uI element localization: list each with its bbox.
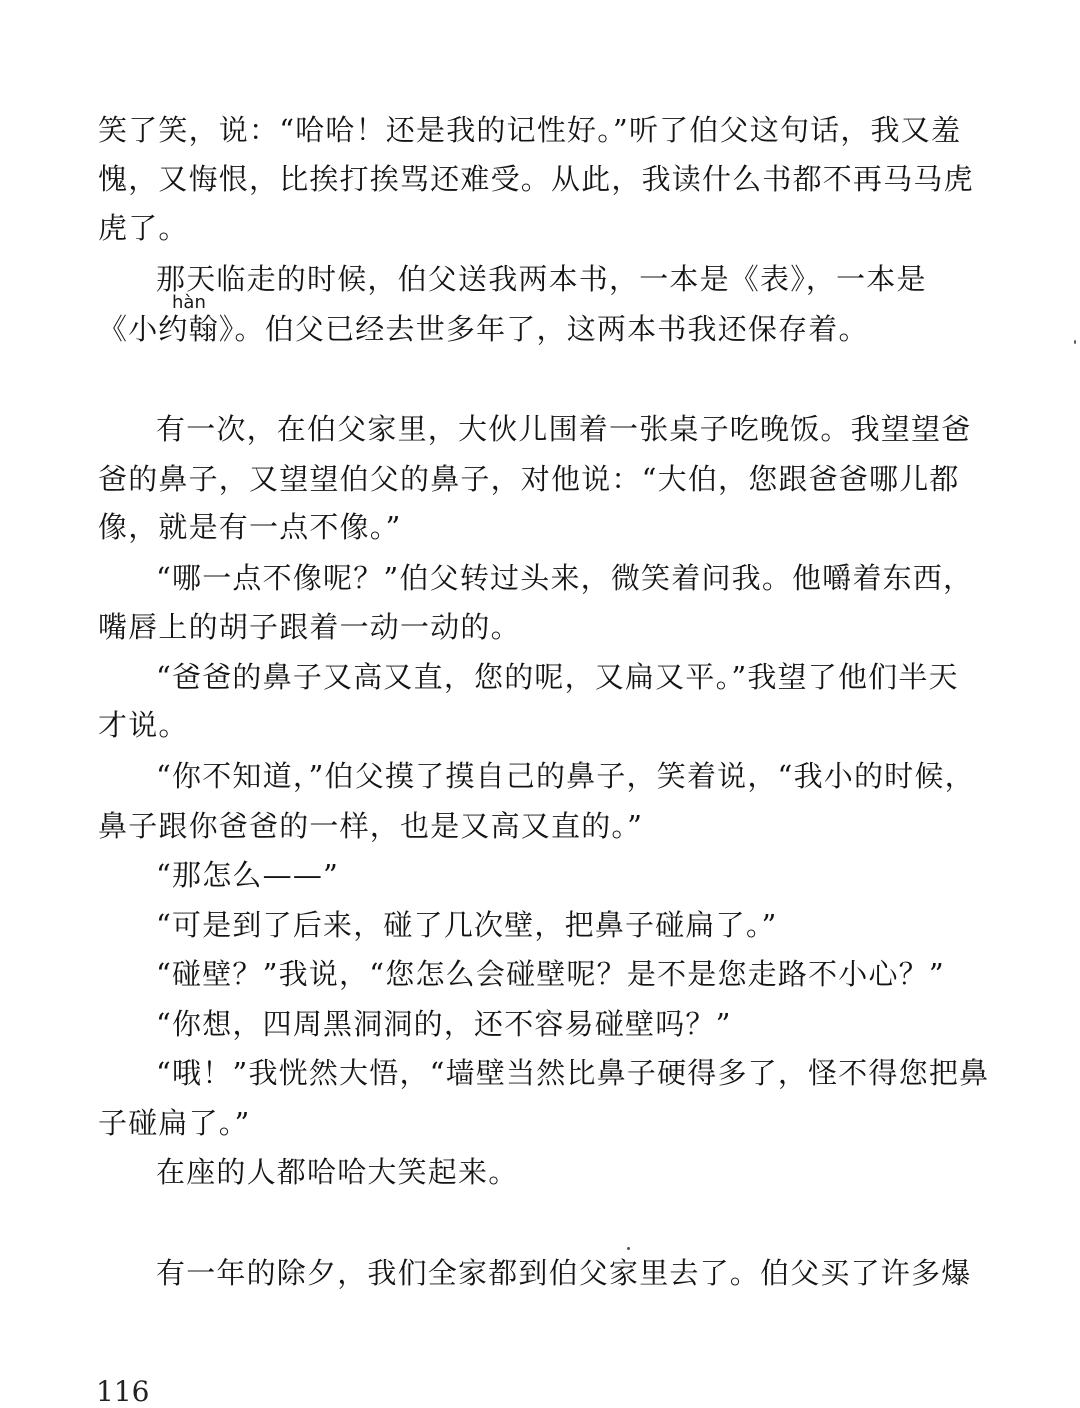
text-line: “你想，四周黑洞洞的，还不容易碰壁吗？” [156,1007,732,1041]
text-line: 子碰扁了。” [98,1106,251,1140]
text-line: 有一次，在伯父家里，大伙儿围着一张桌子吃晚饭。我望望爸 [156,412,972,446]
text-line: “爸爸的鼻子又高又直，您的呢，又扁又平。”我望了他们半天 [156,660,959,694]
text-line: “哦！”我恍然大悟，“墙壁当然比鼻子硬得多了，怪不得您把鼻 [156,1056,990,1090]
text-line: 愧，又悔恨，比挨打挨骂还难受。从此，我读什么书都不再马马虎 [98,162,974,196]
text-line: “可是到了后来，碰了几次壁，把鼻子碰扁了。” [156,908,778,942]
text-line: “你不知道，”伯父摸了摸自己的鼻子，笑着说，“我小的时候， [156,759,975,793]
text-line: “那怎么——” [156,858,340,892]
scan-speck [627,1247,630,1250]
scan-speck [1074,340,1076,344]
text-line: 笑了笑，说：“哈哈！还是我的记性好。”听了伯父这句话，我又羞 [98,113,962,147]
pinyin-annotation: hàn [172,292,206,313]
text-line: 才说。 [98,708,189,742]
text-line: 在座的人都哈哈大笑起来。 [156,1155,519,1189]
text-line: 那天临走的时候，伯父送我两本书，一本是《表》，一本是 [156,262,927,296]
text-line: 嘴唇上的胡子跟着一动一动的。 [98,610,521,644]
text-line: 《小约翰》。伯父已经去世多年了，这两本书我还保存着。 [98,312,869,346]
page-number: 116 [96,1375,150,1408]
text-line: 有一年的除夕，我们全家都到伯父家里去了。伯父买了许多爆 [156,1256,972,1290]
text-line: 鼻子跟你爸爸的一样，也是又高又直的。” [98,809,644,843]
text-line: “哪一点不像呢？”伯父转过头来，微笑着问我。他嚼着东西， [156,561,974,595]
text-line: 虎了。 [98,211,189,245]
text-line: 像，就是有一点不像。” [98,510,402,544]
text-line: 爸的鼻子，又望望伯父的鼻子，对他说：“大伯，您跟爸爸哪儿都 [98,462,960,496]
text-line: “碰壁？”我说，“您怎么会碰壁呢？是不是您走路不小心？” [156,957,945,991]
